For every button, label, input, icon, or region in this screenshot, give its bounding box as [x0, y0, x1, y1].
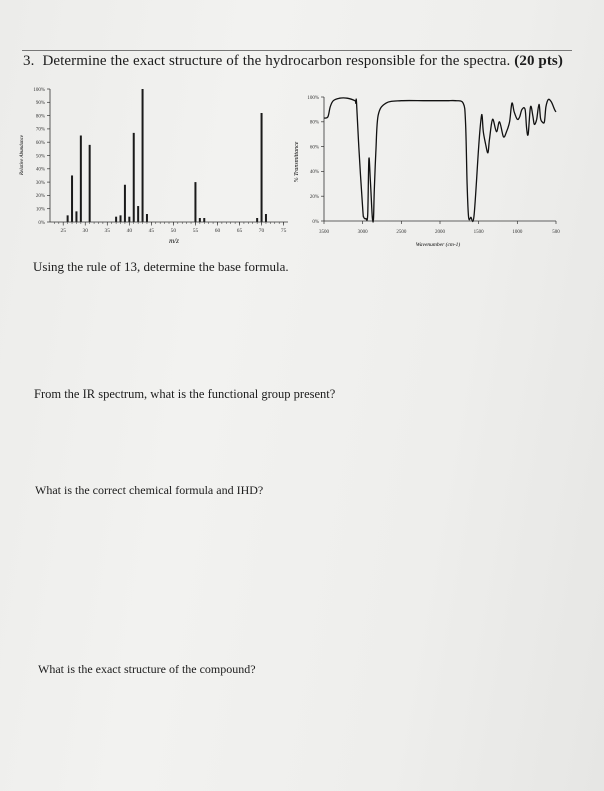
ir-x-tick-label: 2000 — [435, 230, 445, 235]
ms-y-tick-label: 100% — [33, 87, 45, 93]
ir-spectrum-chart — [290, 90, 570, 260]
ir-y-tick-label: 0% — [312, 219, 319, 225]
ir-x-tick-label: 2500 — [396, 230, 407, 235]
ms-y-tick-label: 80% — [35, 114, 45, 120]
ir-y-tick-label: 100% — [307, 95, 319, 101]
question-text: Determine the exact structure of the hydrocarbon responsible for the spectra. — [42, 53, 511, 69]
ms-x-axis-label: m/z — [169, 237, 179, 245]
question-number: 3. — [23, 53, 35, 69]
ms-y-tick-label: 0% — [38, 220, 45, 226]
mass-spectrum-chart — [14, 82, 308, 252]
ms-y-tick-label: 40% — [35, 167, 45, 173]
question-header — [23, 53, 563, 70]
ir-y-axis-label: % Transmittance — [294, 141, 300, 183]
ms-x-tick-label: 30 — [82, 228, 89, 234]
ms-x-tick-label: 75 — [280, 228, 287, 234]
question-points: (20 pts) — [514, 53, 563, 69]
ir-y-tick-label: 60% — [309, 145, 319, 151]
ms-y-tick-label: 70% — [35, 127, 45, 133]
ir-x-tick-label: 500 — [552, 230, 560, 235]
ir-x-tick-label: 3500 — [319, 230, 329, 235]
ms-x-tick-label: 35 — [104, 228, 111, 234]
ms-x-tick-label: 65 — [236, 228, 243, 234]
prompt-functional-group: From the IR spectrum, what is the functional group present? — [34, 387, 336, 401]
ir-y-tick-label: 40% — [309, 170, 319, 176]
ir-transmittance-line — [324, 98, 556, 222]
ms-y-tick-label: 90% — [35, 101, 45, 107]
ms-x-tick-label: 70 — [258, 228, 265, 234]
ms-x-tick-label: 60 — [214, 228, 221, 234]
header-rule — [22, 50, 572, 51]
prompt-formula-ihd: What is the correct chemical formula and IHD? — [35, 483, 264, 497]
ir-y-tick-label: 80% — [309, 120, 319, 126]
ms-x-tick-label: 40 — [126, 228, 133, 234]
ir-x-tick-label: 1000 — [512, 230, 523, 235]
ms-x-tick-label: 45 — [148, 228, 155, 234]
ir-x-axis-label: Wavenumber (cm-1) — [415, 242, 461, 248]
ir-x-tick-label: 1500 — [473, 230, 484, 235]
ms-y-tick-label: 10% — [35, 207, 45, 213]
ms-x-tick-label: 50 — [170, 228, 177, 234]
ms-x-tick-label: 25 — [60, 228, 66, 234]
ms-x-tick-label: 55 — [192, 228, 199, 234]
ms-y-tick-label: 50% — [35, 154, 45, 160]
ir-y-tick-label: 20% — [309, 195, 319, 200]
ir-x-tick-label: 3000 — [357, 230, 368, 235]
ms-y-tick-label: 20% — [35, 194, 45, 200]
ms-y-tick-label: 30% — [35, 180, 45, 186]
prompt-exact-structure: What is the exact structure of the compound? — [38, 662, 256, 676]
ms-y-tick-label: 60% — [35, 141, 45, 146]
ms-y-axis-label: Relative Abundance — [20, 134, 25, 176]
prompt-base-formula: Using the rule of 13, determine the base formula. — [33, 259, 289, 274]
